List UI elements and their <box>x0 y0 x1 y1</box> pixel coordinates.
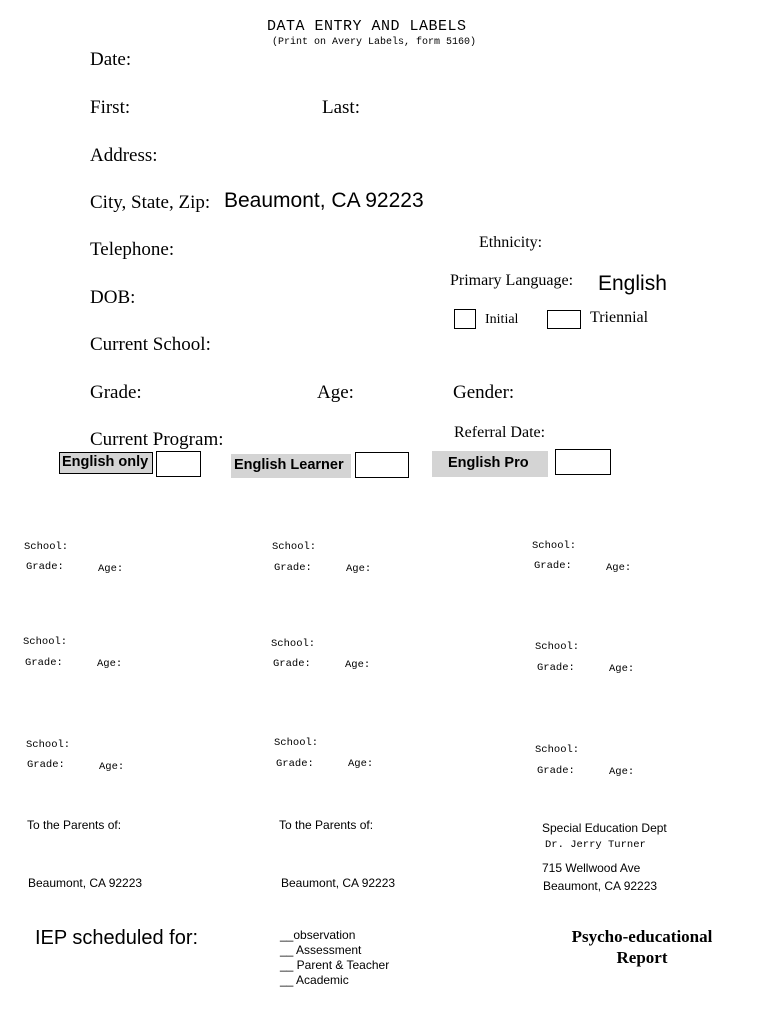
label-age: Age: <box>609 663 635 675</box>
doctor-name: Dr. Jerry Turner <box>545 839 646 851</box>
address-label: Address: <box>90 145 158 166</box>
label-school: School: <box>24 541 69 553</box>
city-state-zip-label: City, State, Zip: <box>90 192 211 213</box>
label-school: School: <box>532 540 577 552</box>
label-age: Age: <box>97 658 123 670</box>
referral-date-label: Referral Date: <box>454 424 546 441</box>
checklist-academic: __ Academic <box>280 973 349 987</box>
dept-street: 715 Wellwood Ave <box>542 861 641 875</box>
label-school: School: <box>535 744 580 756</box>
label-grade: Grade: <box>276 758 314 770</box>
label-grade: Grade: <box>25 657 63 669</box>
triennial-checkbox[interactable] <box>547 310 581 329</box>
label-grade: Grade: <box>273 658 311 670</box>
label-school: School: <box>271 638 316 650</box>
city-line: Beaumont, CA 92223 <box>28 876 143 890</box>
label-school: School: <box>23 636 68 648</box>
report-title-line1: Psycho-educational <box>571 927 713 946</box>
city-line: Beaumont, CA 92223 <box>281 876 396 890</box>
label-grade: Grade: <box>274 562 312 574</box>
report-title <box>560 926 724 968</box>
iep-scheduled-label: IEP scheduled for: <box>35 927 199 949</box>
label-age: Age: <box>98 563 124 575</box>
program-english-only[interactable]: English only <box>59 452 153 474</box>
label-grade: Grade: <box>27 759 65 771</box>
checklist-parent-teacher: __ Parent & Teacher <box>280 958 390 972</box>
page-title: DATA ENTRY AND LABELS <box>267 18 467 35</box>
telephone-label: Telephone: <box>90 239 175 260</box>
city-state-zip-value: Beaumont, CA 92223 <box>224 189 424 212</box>
program-english-learner[interactable]: English Learner <box>231 454 351 478</box>
label-age: Age: <box>346 563 372 575</box>
label-age: Age: <box>348 758 374 770</box>
primary-language-label: Primary Language: <box>450 272 574 289</box>
triennial-label: Triennial <box>590 309 649 326</box>
label-grade: Grade: <box>26 561 64 573</box>
checklist-observation: __observation <box>280 928 356 942</box>
label-school: School: <box>272 541 317 553</box>
label-age: Age: <box>609 766 635 778</box>
label-grade: Grade: <box>537 765 575 777</box>
to-parents-label: To the Parents of: <box>279 818 374 832</box>
grade-label: Grade: <box>90 382 142 403</box>
label-grade: Grade: <box>534 560 572 572</box>
first-name-label: First: <box>90 97 131 118</box>
dob-label: DOB: <box>90 287 136 308</box>
special-ed-dept: Special Education Dept <box>542 821 667 835</box>
program-english-pro[interactable]: English Pro <box>432 451 548 477</box>
label-school: School: <box>26 739 71 751</box>
english-only-box[interactable] <box>156 451 201 477</box>
gender-label: Gender: <box>453 382 515 403</box>
label-school: School: <box>274 737 319 749</box>
english-learner-box[interactable] <box>355 452 409 478</box>
to-parents-label: To the Parents of: <box>27 818 122 832</box>
ethnicity-label: Ethnicity: <box>479 234 543 251</box>
primary-language-value: English <box>598 272 667 295</box>
english-pro-box[interactable] <box>555 449 611 475</box>
age-label: Age: <box>317 382 354 403</box>
label-school: School: <box>535 641 580 653</box>
dept-city: Beaumont, CA 92223 <box>543 879 658 893</box>
label-age: Age: <box>99 761 125 773</box>
report-title-line2: Report <box>616 948 668 967</box>
checklist-assessment: __ Assessment <box>280 943 362 957</box>
last-name-label: Last: <box>322 97 360 118</box>
label-grade: Grade: <box>537 662 575 674</box>
current-program-label: Current Program: <box>90 429 224 450</box>
initial-label: Initial <box>485 312 519 327</box>
initial-checkbox[interactable] <box>454 309 476 329</box>
label-age: Age: <box>345 659 371 671</box>
label-age: Age: <box>606 562 632 574</box>
page-subtitle: (Print on Avery Labels, form 5160) <box>272 37 477 48</box>
date-label: Date: <box>90 49 132 70</box>
current-school-label: Current School: <box>90 334 211 355</box>
